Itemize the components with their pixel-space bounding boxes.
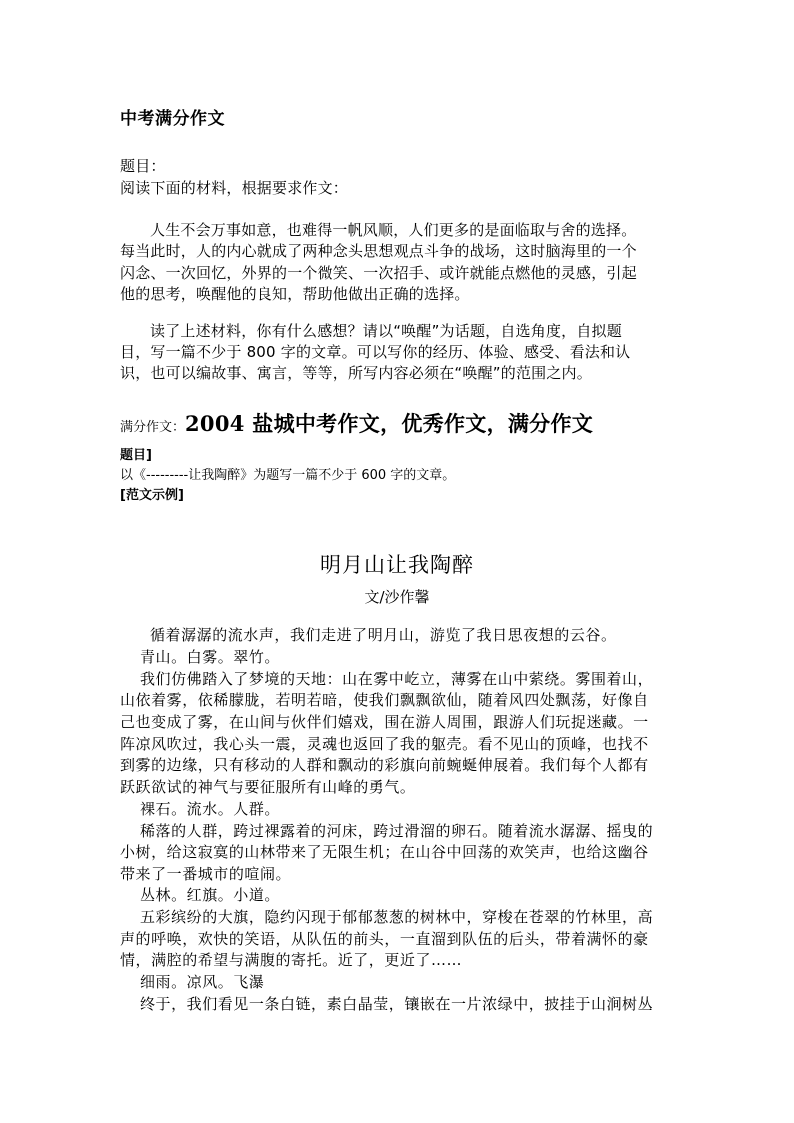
essay-line: 阵凉风吹过，我心头一震，灵魂也返回了我的躯壳。看不见山的顶峰，也找不 [120, 735, 649, 753]
topic-label: 题目] [120, 448, 152, 463]
essay-line: 细雨。凉风。飞瀑 [140, 973, 265, 991]
task-line: 读了上述材料，你有什么感想？请以“唤醒”为话题，自选角度，自拟题 [150, 322, 622, 340]
essay-line: 丛林。红旗。小道。 [140, 886, 280, 904]
material-line: 他的思考，唤醒他的良知，帮助他做出正确的选择。 [120, 285, 470, 303]
essay-line: 带来了一番城市的喧闹。 [120, 865, 292, 883]
sample-label: [范文示例] [120, 488, 184, 503]
prompt-instruction: 阅读下面的材料，根据要求作文： [120, 179, 349, 197]
essay-line: 稀落的人群，跨过裸露着的河床，跨过滑溜的卵石。随着流水潺潺、摇曳的 [140, 822, 654, 840]
model-essay-heading-row [120, 408, 593, 438]
task-line: 识，也可以编故事、寓言，等等，所写内容必须在“唤醒”的范围之内。 [120, 364, 592, 382]
document-title: 中考满分作文 [120, 109, 225, 129]
essay-line: 情，满腔的希望与满腹的寄托。近了，更近了…… [120, 951, 463, 969]
material-line: 人生不会万事如意，也难得一帆风顺，人们更多的是面临取与舍的选择。 [150, 221, 637, 239]
essay-line: 五彩缤纷的大旗，隐约闪现于郁郁葱葱的树林中，穿梭在苍翠的竹林里，高 [140, 908, 654, 926]
essay-line: 青山。白雾。翠竹。 [140, 648, 280, 666]
model-essay-heading: 2004 盐城中考作文，优秀作文，满分作文 [185, 411, 594, 436]
essay-line: 到雾的边缘，只有移动的人群和飘动的彩旗向前蜿蜒伸展着。我们每个人都有 [120, 756, 649, 774]
essay-line: 跃跃欲试的神气与要征服所有山峰的勇气。 [120, 778, 416, 796]
essay-line: 我们仿佛踏入了梦境的天地：山在雾中屹立，薄雾在山中萦绕。雾围着山， [140, 670, 654, 688]
material-line: 闪念、一次回忆，外界的一个微笑、一次招手、或许就能点燃他的灵感，引起 [120, 264, 637, 282]
model-essay-label: 满分作文： [120, 420, 186, 435]
essay-line: 循着潺潺的流水声，我们走进了明月山，游览了我日思夜想的云谷。 [150, 626, 617, 644]
essay-line: 小树，给这寂寞的山林带来了无限生机；在山谷中回荡的欢笑声，也给这幽谷 [120, 843, 649, 861]
task-line: 目，写一篇不少于 800 字的文章。可以写你的经历、体验、感受、看法和认 [120, 343, 631, 361]
essay-line: 己也变成了雾，在山间与伙伴们嬉戏，围在游人周围，跟游人们玩捉迷藏。一 [120, 713, 649, 731]
topic-text: 以《---------让我陶醉》为题写一篇不少于 600 字的文章。 [120, 468, 456, 483]
essay-line: 山依着雾，依稀朦胧，若明若暗，使我们飘飘欲仙，随着风四处飘荡，好像自 [120, 691, 649, 709]
essay-line: 裸石。流水。人群。 [140, 800, 280, 818]
material-line: 每当此时，人的内心就成了两种念头思想观点斗争的战场，这时脑海里的一个 [120, 242, 637, 260]
essay-author: 文/沙作馨 [364, 588, 430, 606]
essay-line: 终于，我们看见一条白链，素白晶莹，镶嵌在一片浓绿中，披挂于山涧树丛 [140, 995, 654, 1013]
essay-line: 声的呼唤，欢快的笑语，从队伍的前头，一直溜到队伍的后头，带着满怀的豪 [120, 930, 649, 948]
prompt-label: 题目： [120, 157, 166, 175]
essay-title: 明月山让我陶醉 [320, 553, 474, 577]
